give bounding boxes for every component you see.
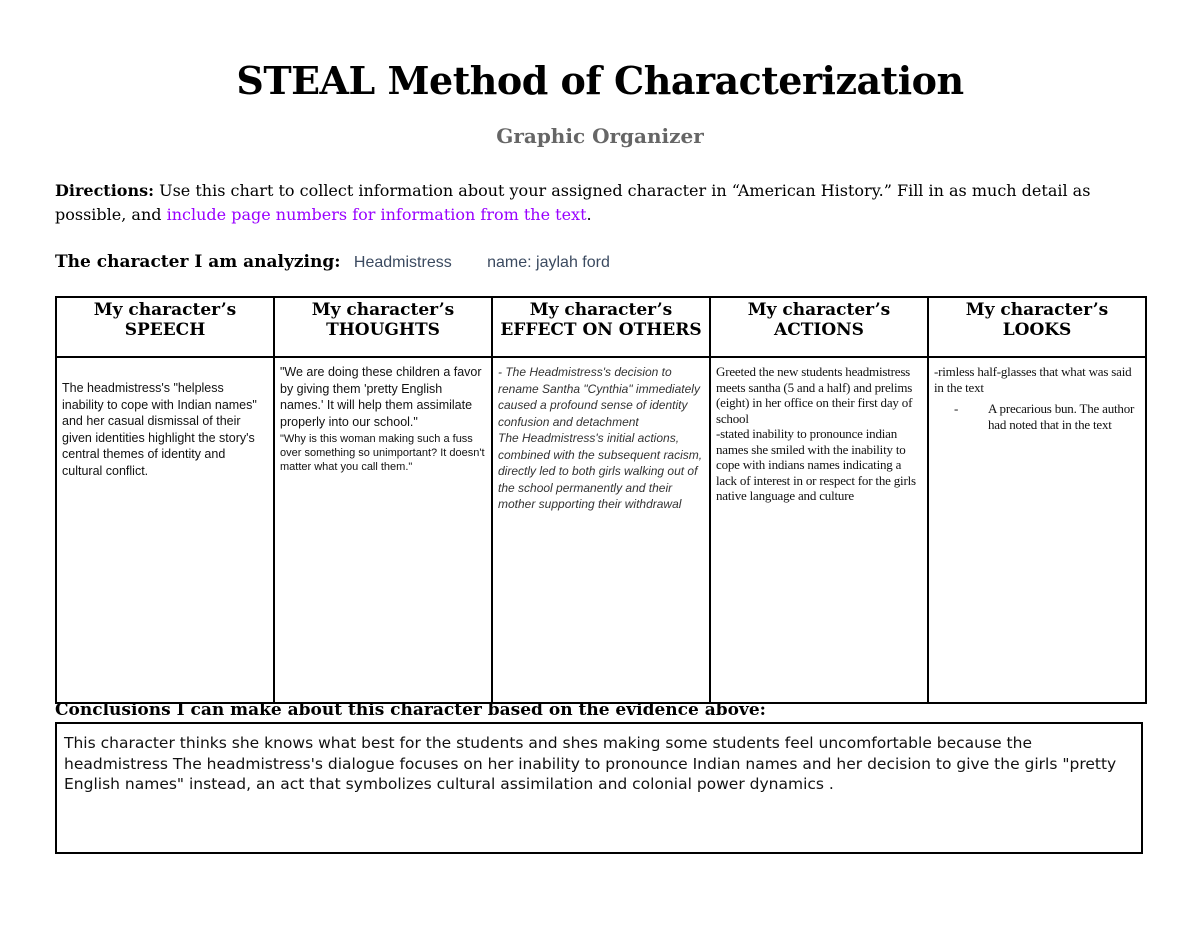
character-value[interactable]: Headmistress <box>353 254 452 271</box>
student-name[interactable]: name: jaylah ford <box>487 254 610 271</box>
directions-text: Use this chart to collect information about your assigned character in “American History.” Fill in as much detail as possible, and <box>55 181 1091 224</box>
effect-para-2: The Headmistress's initial actions, combined with the subsequent racism, directly led to both girls walking out of the school permanently and their mother supporting their withdrawal <box>498 431 703 511</box>
header-looks: My character’s LOOKS <box>928 297 1146 357</box>
conclusions-text: This character thinks she knows what best for the students and shes making some students feel uncomfortable because the headmistress The headmistress's dialogue focuses on her inability to pronounce Indian names and her decision to give the girls "pretty English names" instead, an act that symbolizes cultural assimilation and colonial power dynamics . <box>64 734 1117 793</box>
cell-looks[interactable] <box>928 357 1146 703</box>
cell-thoughts[interactable] <box>274 357 492 703</box>
cell-speech[interactable]: The headmistress's "helpless inability to cope with Indian names" and her casual dismissal of their given identities highlight the story's central themes of identity and cultural conflict. <box>56 357 274 703</box>
conclusions-label: Conclusions I can make about this character based on the evidence above: <box>55 700 766 720</box>
actions-para-1: Greeted the new students headmistress meets santha (5 and a half) and prelims (eight) in her office on their first day of school <box>716 364 913 426</box>
looks-bullet-dash: - <box>954 401 959 416</box>
cell-effect[interactable] <box>492 357 710 703</box>
actions-para-2: -stated inability to pronounce indian names she smiled with the inability to cope with indians names indicating a lack of interest in or respect for the girls native language and culture <box>716 426 916 503</box>
header-thoughts: My character’s THOUGHTS <box>274 297 492 357</box>
character-line <box>55 250 1145 275</box>
conclusions-box[interactable] <box>55 722 1143 854</box>
directions-label: Directions: <box>55 181 154 200</box>
page-title: STEAL Method of Characterization <box>236 58 964 103</box>
looks-bullet-text: A precarious bun. The author had noted that in the text <box>988 401 1135 432</box>
directions-end: . <box>586 205 592 224</box>
directions <box>55 179 1145 227</box>
effect-para-1: - The Headmistress's decision to rename Santha "Cynthia" immediately caused a profound sense of identity confusion and detachment <box>498 365 700 429</box>
looks-bullet <box>934 401 1140 432</box>
cell-actions[interactable] <box>710 357 928 703</box>
header-speech: My character’s SPEECH <box>56 297 274 357</box>
looks-para-1: -rimless half-glasses that what was said in the text <box>934 364 1132 395</box>
thought-quote-1: "We are doing these children a favor by giving them 'pretty English names.' It will help them assimilate properly into our school." <box>280 365 482 429</box>
thought-quote-2: "Why is this woman making such a fuss over something so unimportant? It doesn't matter what you call them." <box>280 433 485 473</box>
header-effect: My character’s EFFECT ON OTHERS <box>492 297 710 357</box>
character-label: The character I am analyzing: <box>55 252 341 272</box>
steal-table <box>55 296 1147 704</box>
directions-highlight: include page numbers for information from the text <box>166 205 587 224</box>
header-actions: My character’s ACTIONS <box>710 297 928 357</box>
page-subtitle: Graphic Organizer <box>496 124 704 148</box>
